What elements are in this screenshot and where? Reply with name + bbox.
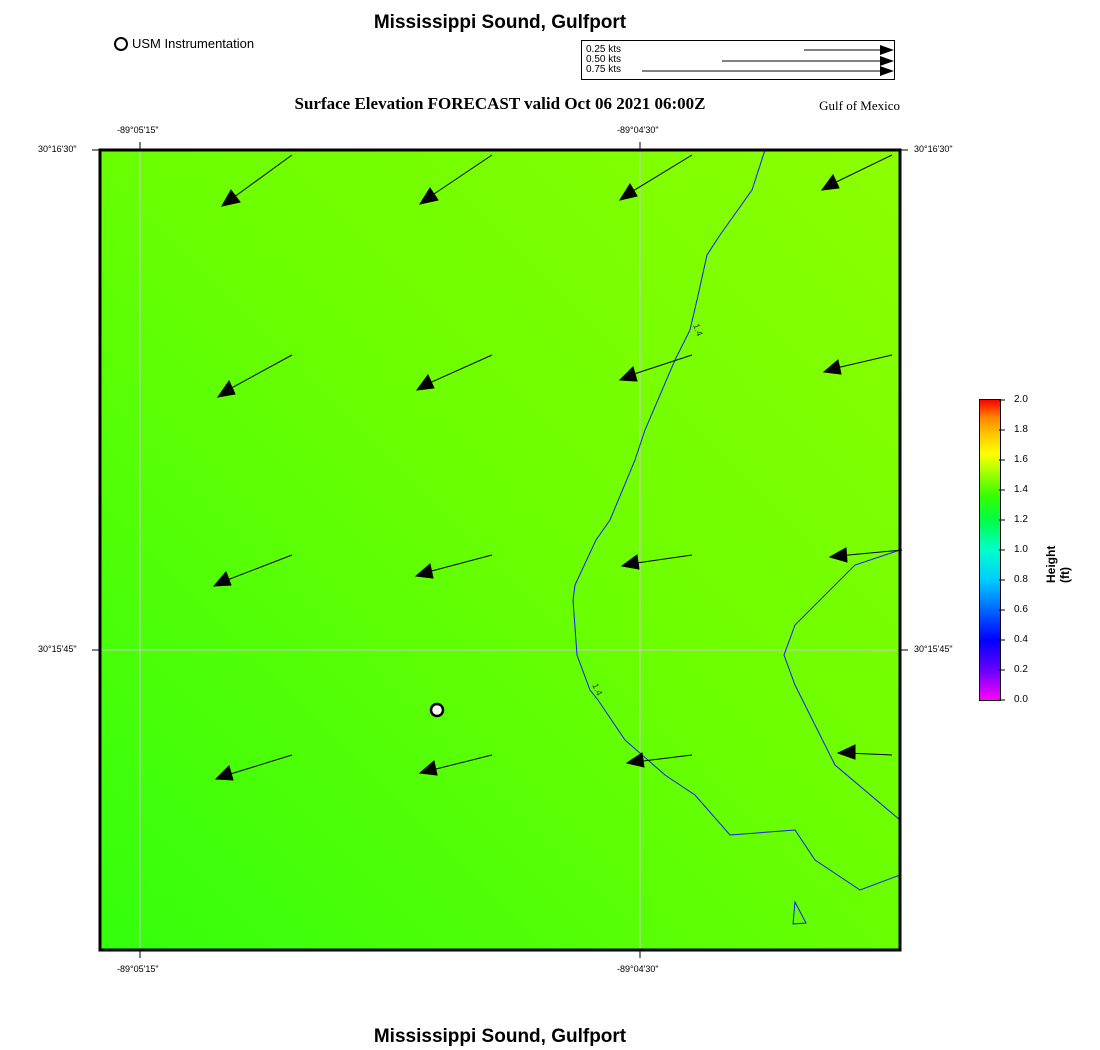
colorbar-tick: 1.2 (1014, 514, 1028, 525)
contour-label-0: 1.4 (691, 322, 705, 338)
colorbar (979, 399, 1001, 701)
lon-label-bottom-0: -89°05'15" (117, 964, 159, 974)
colorbar-tick: 1.0 (1014, 544, 1028, 555)
lat-label-right-0: 30°16'30" (914, 144, 953, 154)
lat-label-right-1: 30°15'45" (914, 644, 953, 654)
colorbar-tick: 0.0 (1014, 694, 1028, 705)
colorbar-label: Height (ft) (1044, 545, 1072, 583)
forecast-subtitle: Surface Elevation FORECAST valid Oct 06 2021 06:00Z (294, 94, 706, 113)
colorbar-tick: 0.8 (1014, 574, 1028, 585)
scale-label-0: 0.25 kts (586, 44, 622, 55)
usm-instrument-marker (431, 704, 443, 716)
scale-label-1: 0.50 kts (586, 54, 622, 65)
lat-label-left-0: 30°16'30" (38, 144, 77, 154)
region-label: Gulf of Mexico (819, 98, 900, 113)
colorbar-tick: 2.0 (1014, 394, 1028, 405)
lon-label-top-0: -89°05'15" (117, 125, 159, 135)
surface-field (100, 150, 900, 950)
colorbar-tick: 1.4 (1014, 484, 1028, 495)
map-title: Mississippi Sound, Gulfport (373, 12, 627, 33)
colorbar-tick: 0.2 (1014, 664, 1028, 675)
colorbar-tick: 0.4 (1014, 634, 1028, 645)
lat-label-left-1: 30°15'45" (38, 644, 77, 654)
lon-label-top-1: -89°04'30" (617, 125, 659, 135)
colorbar-tick: 1.8 (1014, 424, 1028, 435)
footer-title: Mississippi Sound, Gulfport (373, 1026, 627, 1047)
colorbar-tick: 0.6 (1014, 604, 1028, 615)
colorbar-tick: 1.6 (1014, 454, 1028, 465)
colorbar-ticks (999, 399, 1007, 701)
scale-label-2: 0.75 kts (586, 64, 622, 75)
lon-label-bottom-1: -89°04'30" (617, 964, 659, 974)
contour-label-1: 1.4 (590, 681, 605, 698)
instrument-legend-label: USM Instrumentation (132, 36, 255, 51)
